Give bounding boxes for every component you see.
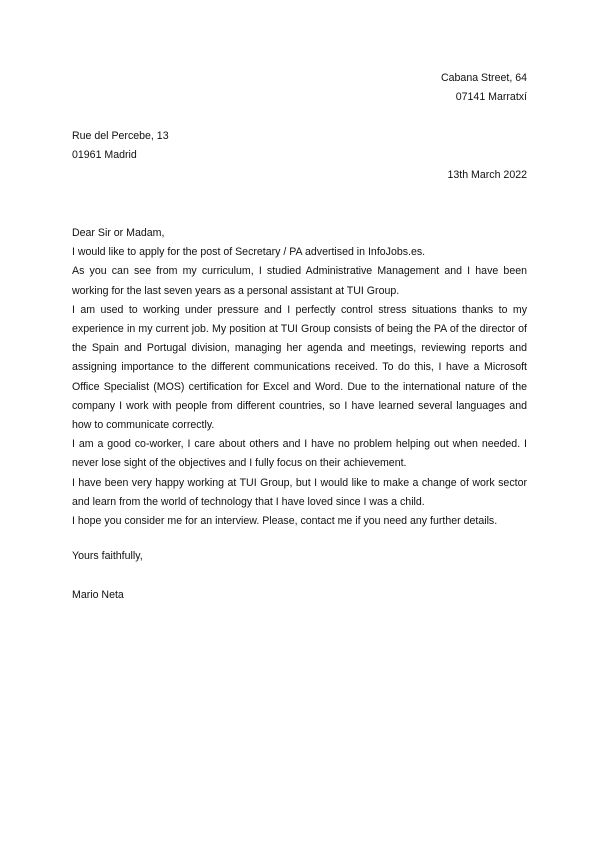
body-paragraph: I have been very happy working at TUI Group, but I would like to make a change of work sector and learn from the world of technology that I have loved since I was a child. [72,476,527,508]
body-paragraph: I am a good co-worker, I care about others and I have no problem helping out when needed. I never lose sight of the objectives and I fully focus on their achievement. [72,438,527,470]
recipient-city: 01961 Madrid [72,149,137,161]
recipient-address [72,127,169,165]
body-paragraph: As you can see from my curriculum, I studied Administrative Management and I have been working for the last seven years as a personal assistant at TUI Group. [72,265,527,297]
recipient-street: Rue del Percebe, 13 [72,130,169,142]
sender-address [441,69,527,107]
sender-street: Cabana Street, 64 [441,72,527,84]
letter-date: 13th March 2022 [447,169,527,181]
body-paragraph: I hope you consider me for an interview. Please, contact me if you need any further details. [72,515,498,528]
letter-body [72,224,527,531]
body-paragraph: I am used to working under pressure and I perfectly control stress situations thanks to my experience in my current job. My position at TUI Group consists of being the PA of the director of the Spain and Portugal division, managing her agenda and meetings, reviewing reports and assigning importance to the different communications received. To do this, I have a Microsoft Office Specialist (MOS) certification for Excel and Word. Due to the international nature of the company I work with people from different countries, so I have learned several languages and how to communicate correctly. [72,303,527,432]
salutation: Dear Sir or Madam, [72,227,165,239]
signature-name: Mario Neta [72,589,124,601]
sender-city: 07141 Marratxí [455,91,527,103]
closing: Yours faithfully, [72,550,143,562]
body-paragraph: I would like to apply for the post of Secretary / PA advertised in InfoJobs.es. [72,246,426,259]
